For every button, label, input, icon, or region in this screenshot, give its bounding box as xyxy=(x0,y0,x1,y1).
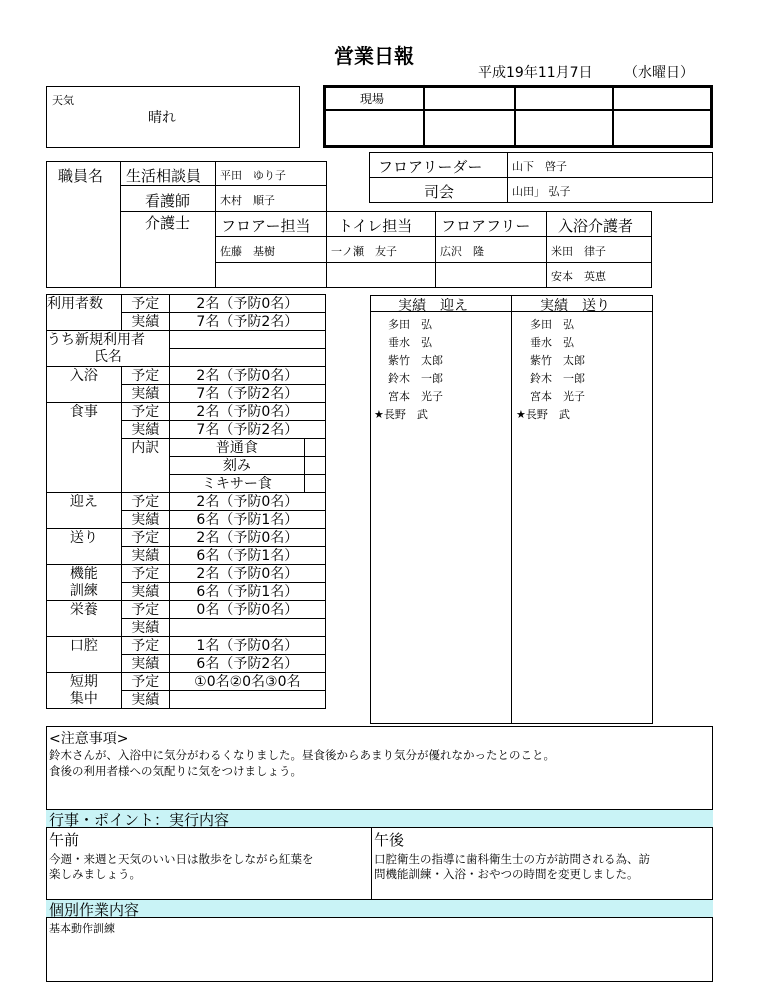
meal-actual-value: 7名（予防2名） xyxy=(169,421,325,439)
bath-planned-label: 予定 xyxy=(121,367,169,385)
counselor-label: 生活相談員 xyxy=(126,167,202,185)
events-heading: 行事・ポイント：実行内容 xyxy=(49,811,230,829)
oral-planned-value: 1名（予防0名） xyxy=(169,637,325,655)
individual-heading: 個別作業内容 xyxy=(49,901,140,919)
nutrition-planned-value: 0名（予防0名） xyxy=(169,601,325,619)
pickup-header: 実績 迎え xyxy=(398,298,468,314)
short-actual-label: 実績 xyxy=(121,691,169,709)
bath-actual-value: 7名（予防2名） xyxy=(169,385,325,403)
weather-value: 晴れ xyxy=(148,110,176,126)
dropoff-name: ★長野 武 xyxy=(516,408,570,421)
users-actual-label: 実績 xyxy=(121,313,169,331)
pickup-name: ★長野 武 xyxy=(374,408,428,421)
short-label-1: 短期 xyxy=(47,673,122,691)
weather-label: 天気 xyxy=(52,94,74,107)
bath-actual-label: 実績 xyxy=(121,385,169,403)
pm-line: 問機能訓練・入浴・おやつの時間を変更しました。 xyxy=(374,867,639,881)
short-label-2: 集中 xyxy=(47,691,122,709)
dropoff-name: 鈴木 一郎 xyxy=(530,372,585,385)
meal-type-regular: 普通食 xyxy=(169,439,304,457)
func-planned-label: 予定 xyxy=(121,565,169,583)
mc-name: 山田」 弘子 xyxy=(512,185,571,198)
role-bath-name-1: 米田 律子 xyxy=(551,245,606,258)
report-date: 平成19年11月7日 xyxy=(478,65,593,81)
nutrition-actual-label: 実績 xyxy=(121,619,169,637)
role-floorfree-label: フロアフリー xyxy=(441,217,531,235)
meal-type-blended: ミキサー食 xyxy=(169,475,304,493)
func-actual-label: 実績 xyxy=(121,583,169,601)
page-title: 営業日報 xyxy=(334,44,414,68)
oral-planned-label: 予定 xyxy=(121,637,169,655)
pickup-planned-label: 予定 xyxy=(121,493,169,511)
short-planned-value: ①0名②0名③0名 xyxy=(169,673,325,691)
oral-actual-label: 実績 xyxy=(121,655,169,673)
new-users-name-label: 氏名 xyxy=(47,349,170,367)
role-bath-label: 入浴介護者 xyxy=(558,217,634,235)
role-toilet-label: トイレ担当 xyxy=(338,217,413,235)
pickup-name: 鈴木 一郎 xyxy=(388,372,443,385)
dropoff-header: 実績 送り xyxy=(540,298,610,314)
floor-leader-label: フロアリーダー xyxy=(378,158,483,176)
pickup-actual-value: 6名（予防1名） xyxy=(169,511,325,529)
counselor-name: 平田 ゆり子 xyxy=(220,169,286,182)
site-label: 現場 xyxy=(360,92,385,106)
func-label-1: 機能 xyxy=(47,565,122,583)
pm-label: 午後 xyxy=(374,831,405,849)
pm-line: 口腔衛生の指導に歯科衛生士の方が訪問される為、訪 xyxy=(374,852,650,866)
pickup-name: 宮本 光子 xyxy=(388,390,443,403)
bath-planned-value: 2名（予防0名） xyxy=(169,367,325,385)
oral-label: 口腔 xyxy=(47,637,122,655)
dropoff-name: 多田 弘 xyxy=(530,318,574,331)
floor-leader-name: 山下 啓子 xyxy=(512,160,567,173)
staff-label: 職員名 xyxy=(58,167,104,185)
dropoff-label: 送り xyxy=(47,529,122,547)
caregiver-label: 介護士 xyxy=(145,214,191,232)
dropoff-name: 紫竹 太郎 xyxy=(530,354,585,367)
dropoff-planned-label: 予定 xyxy=(121,529,169,547)
notes-line: 食後の利用者様への気配りに気をつけましょう。 xyxy=(49,764,302,778)
dropoff-actual-label: 実績 xyxy=(121,547,169,565)
dropoff-name: 垂水 弘 xyxy=(530,336,574,349)
nurse-name: 木村 順子 xyxy=(220,194,275,207)
pickup-actual-label: 実績 xyxy=(121,511,169,529)
dropoff-actual-value: 6名（予防1名） xyxy=(169,547,325,565)
report-weekday: （水曜日） xyxy=(624,65,694,81)
pickup-planned-value: 2名（予防0名） xyxy=(169,493,325,511)
am-label: 午前 xyxy=(49,831,80,849)
oral-actual-value: 6名（予防2名） xyxy=(169,655,325,673)
role-floorfree-name: 広沢 隆 xyxy=(440,245,484,258)
pickup-label: 迎え xyxy=(47,493,122,511)
individual-content: 基本動作訓練 xyxy=(49,922,115,935)
users-planned-label: 予定 xyxy=(121,295,169,313)
nutrition-planned-label: 予定 xyxy=(121,601,169,619)
role-toilet-name: 一ノ瀬 友子 xyxy=(331,245,397,258)
notes-heading: <注意事項> xyxy=(49,731,129,747)
dropoff-name: 宮本 光子 xyxy=(530,390,585,403)
mc-label: 司会 xyxy=(424,183,455,201)
pickup-name: 多田 弘 xyxy=(388,318,432,331)
am-line: 楽しみましょう。 xyxy=(49,867,141,881)
users-label: 利用者数 xyxy=(47,295,122,313)
individual-heading-bar xyxy=(46,899,713,918)
nurse-label: 看護師 xyxy=(145,192,191,210)
stats-table xyxy=(46,294,326,709)
meal-actual-label: 実績 xyxy=(121,421,169,439)
role-bath-name-2: 安本 英恵 xyxy=(551,270,606,283)
meal-planned-label: 予定 xyxy=(121,403,169,421)
meal-type-minced: 刻み xyxy=(169,457,304,475)
short-planned-label: 予定 xyxy=(121,673,169,691)
nutrition-label: 栄養 xyxy=(47,601,122,619)
users-planned-value: 2名（予防0名） xyxy=(169,295,325,313)
meal-planned-value: 2名（予防0名） xyxy=(169,403,325,421)
notes-line: 鈴木さんが、入浴中に気分がわるくなりました。昼食後からあまり気分が優れなかったとのこと。 xyxy=(49,748,555,762)
new-users-label: うち新規利用者 xyxy=(47,331,170,349)
bath-label: 入浴 xyxy=(47,367,122,385)
role-floor-label: フロアー担当 xyxy=(221,217,311,235)
func-planned-value: 2名（予防0名） xyxy=(169,565,325,583)
dropoff-planned-value: 2名（予防0名） xyxy=(169,529,325,547)
meal-breakdown-label: 内訳 xyxy=(121,439,169,457)
pickup-name: 紫竹 太郎 xyxy=(388,354,443,367)
role-floor-name: 佐藤 基樹 xyxy=(220,245,275,258)
am-line: 今週・来週と天気のいい日は散歩をしながら紅葉を xyxy=(49,852,314,866)
func-actual-value: 6名（予防1名） xyxy=(169,583,325,601)
users-actual-value: 7名（予防2名） xyxy=(169,313,325,331)
meal-label: 食事 xyxy=(47,403,122,421)
pickup-name: 垂水 弘 xyxy=(388,336,432,349)
func-label-2: 訓練 xyxy=(47,583,122,601)
